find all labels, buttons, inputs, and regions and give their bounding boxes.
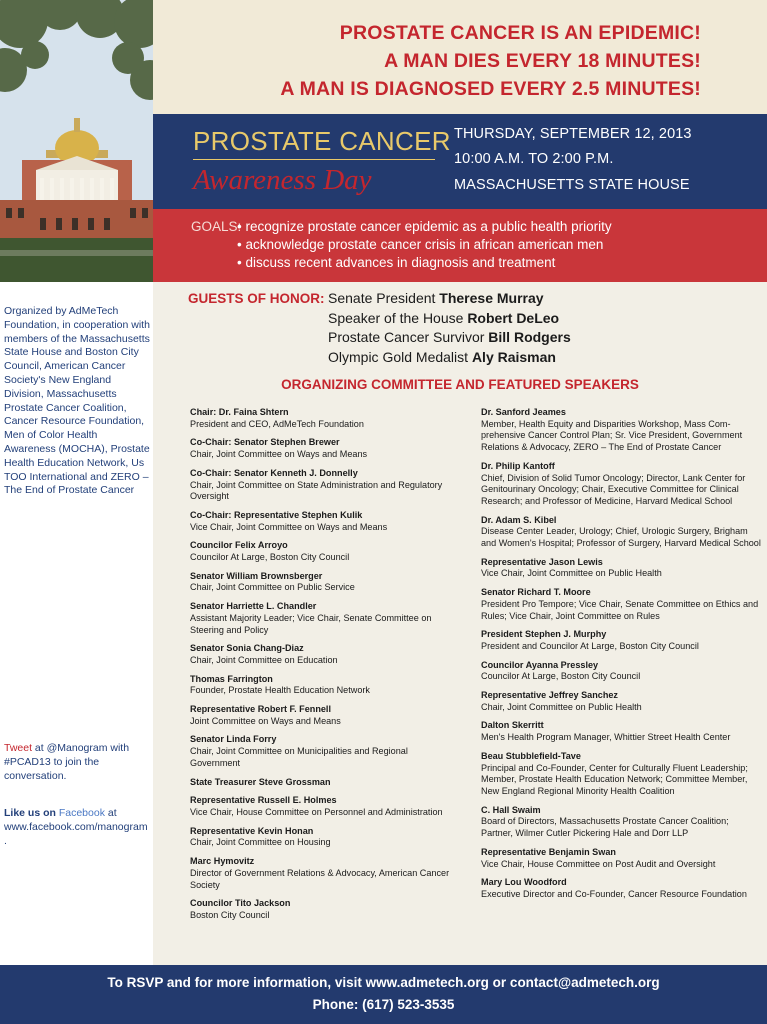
goal-item: • discuss recent advances in diagnosis and treatment xyxy=(237,255,556,270)
title-band xyxy=(153,114,767,209)
member-role: Chair, Joint Committee on Ways and Means xyxy=(190,449,368,460)
member-name: Senator Richard T. Moore xyxy=(481,587,591,598)
facebook-link[interactable]: Facebook xyxy=(58,807,105,819)
member-name: Beau Stubblefield-Tave xyxy=(481,750,581,761)
facebook-url: at www.facebook.com/manogram xyxy=(4,807,148,833)
committee-member xyxy=(481,720,763,743)
member-role: Principal and Co-Founder, Center for Culturally Fluent Leadership; Member, Prostate Health Education Network; Committee Member, New England Regional Minority Health Coalition xyxy=(481,762,748,796)
guest-role: Speaker of the House xyxy=(328,310,468,326)
committee-left-column xyxy=(190,407,452,929)
member-role: Founder, Prostate Health Education Network xyxy=(190,685,370,696)
member-name: Dr. Adam S. Kibel xyxy=(481,514,557,525)
committee-member xyxy=(190,795,452,818)
guest-item xyxy=(328,290,544,306)
event-subtitle: Awareness Day xyxy=(193,164,372,196)
headline-band xyxy=(153,0,767,114)
member-name: Representative Jeffrey Sanchez xyxy=(481,690,618,701)
main-content xyxy=(153,282,767,965)
member-role: Chair, Joint Committee on Housing xyxy=(190,837,331,848)
headline-diagnosed: A MAN IS DIAGNOSED EVERY 2.5 MINUTES! xyxy=(280,78,701,100)
event-location: MASSACHUSETTS STATE HOUSE xyxy=(454,177,690,193)
committee-member xyxy=(481,629,763,652)
guest-item xyxy=(328,310,559,326)
member-role: Men's Health Program Manager, Whittier Street Health Center xyxy=(481,732,731,743)
committee-member xyxy=(190,468,452,503)
guest-name: Bill Rodgers xyxy=(488,329,571,345)
committee-member xyxy=(190,674,452,697)
member-name: Co-Chair: Representative Stephen Kulik xyxy=(190,509,363,520)
member-role: Board of Directors, Massachusetts Prostate Cancer Coalition; Partner, Wilmer Cutler Pickering Hale and Dorr LLP xyxy=(481,816,729,839)
member-role: Vice Chair, House Committee on Personnel and Administration xyxy=(190,806,443,817)
event-time: 10:00 A.M. TO 2:00 P.M. xyxy=(454,151,614,167)
member-role: Chair, Joint Committee on Public Health xyxy=(481,701,642,712)
member-role: Assistant Majority Leader; Vice Chair, Senate Committee on Steering and Policy xyxy=(190,612,432,635)
tweet-note xyxy=(4,742,150,783)
committee-member xyxy=(190,856,452,891)
committee-member xyxy=(481,407,763,454)
member-name: Co-Chair: Senator Kenneth J. Donnelly xyxy=(190,467,358,478)
goals-band xyxy=(153,209,767,282)
facebook-note xyxy=(4,807,150,848)
guest-role: Senate President xyxy=(328,290,440,306)
like-prefix: Like us on xyxy=(4,807,59,819)
committee-member xyxy=(190,643,452,666)
tweet-word: Tweet xyxy=(4,742,33,754)
footer-band xyxy=(0,965,767,1024)
member-role: Boston City Council xyxy=(190,909,270,920)
tweet-text: at @Manogram with #PCAD13 to join the conversation. xyxy=(4,742,130,782)
member-role: Vice Chair, Joint Committee on Public Health xyxy=(481,568,662,579)
guest-name: Therese Murray xyxy=(439,290,544,306)
member-role: President Pro Tempore; Vice Chair, Senate Committee on Ethics and Rules; Vice Chair, Joint Committee on Rules xyxy=(481,598,759,621)
member-role: President and CEO, AdMeTech Foundation xyxy=(190,418,364,429)
member-role: Director of Government Relations & Advocacy, American Cancer Society xyxy=(190,867,450,890)
member-role: Executive Director and Co-Founder, Cancer Resource Foundation xyxy=(481,888,747,899)
member-name: Dr. Philip Kantoff xyxy=(481,460,555,471)
member-name: Mary Lou Woodford xyxy=(481,877,567,888)
member-name: Marc Hymovitz xyxy=(190,856,255,867)
member-name: Senator Harriette L. Chandler xyxy=(190,601,317,612)
member-role: Councilor At Large, Boston City Council xyxy=(190,552,350,563)
member-role: Chair, Joint Committee on Public Service xyxy=(190,582,355,593)
committee-member xyxy=(190,540,452,563)
committee-member xyxy=(481,690,763,713)
member-name: C. Hall Swaim xyxy=(481,804,541,815)
committee-member xyxy=(481,557,763,580)
committee-member xyxy=(481,877,763,900)
guest-item xyxy=(328,349,556,365)
committee-member xyxy=(481,660,763,683)
member-name: Senator William Brownsberger xyxy=(190,570,323,581)
guest-role: Olympic Gold Medalist xyxy=(328,349,472,365)
member-name: President Stephen J. Murphy xyxy=(481,629,607,640)
member-role: Vice Chair, Joint Committee on Ways and Means xyxy=(190,521,388,532)
member-role: Chair, Joint Committee on State Administration and Regulatory Oversight xyxy=(190,479,443,502)
member-role: Joint Committee on Ways and Means xyxy=(190,715,341,726)
committee-member xyxy=(481,515,763,550)
committee-member xyxy=(190,734,452,769)
member-role: Chair, Joint Committee on Municipalities and Regional Government xyxy=(190,746,408,768)
member-name: Representative Benjamin Swan xyxy=(481,846,616,857)
member-role: Vice Chair, House Committee on Post Audit and Oversight xyxy=(481,858,716,869)
goal-item: • recognize prostate cancer epidemic as a public health priority xyxy=(237,219,612,234)
member-name: Dr. Sanford Jeames xyxy=(481,407,566,417)
committee-member xyxy=(190,571,452,594)
committee-member xyxy=(481,751,763,798)
committee-member xyxy=(481,805,763,840)
state-house-illustration xyxy=(0,0,153,282)
title-divider xyxy=(193,159,435,160)
committee-member xyxy=(190,826,452,849)
member-name: Thomas Farrington xyxy=(190,673,273,684)
member-name: Representative Jason Lewis xyxy=(481,556,603,567)
member-name: State Treasurer Steve Grossman xyxy=(190,776,331,787)
goals-label: GOALS: xyxy=(191,219,242,234)
committee-title: ORGANIZING COMMITTEE AND FEATURED SPEAKERS xyxy=(281,377,639,392)
guest-name: Aly Raisman xyxy=(471,349,556,365)
headline-dies: A MAN DIES EVERY 18 MINUTES! xyxy=(384,50,701,72)
member-name: Councilor Tito Jackson xyxy=(190,898,291,909)
organizers-note: Organized by AdMeTech Foundation, in cooperation with members of the Massachusetts State House and Boston City Council, American Cancer Society's New England Division, Massachusetts Prostate Cancer Coalition, Cancer Resource Foundation, Men of Color Health Awareness (MOCHA), Prostate Health Education Network, Us TOO International and ZERO – The End of Prostate Cancer xyxy=(4,305,150,497)
committee-right-column xyxy=(481,407,763,908)
member-name: Dalton Skerritt xyxy=(481,720,544,731)
member-role: President and Councilor At Large, Boston City Council xyxy=(481,640,699,651)
state-house-photo xyxy=(0,0,153,282)
member-name: Representative Kevin Honan xyxy=(190,825,314,836)
committee-member xyxy=(481,587,763,622)
committee-member xyxy=(481,847,763,870)
member-name: Councilor Ayanna Pressley xyxy=(481,659,599,670)
member-name: Representative Russell E. Holmes xyxy=(190,795,337,806)
committee-member xyxy=(190,601,452,636)
committee-member xyxy=(190,510,452,533)
member-name: Chair: Dr. Faina Shtern xyxy=(190,407,289,417)
guest-name: Robert DeLeo xyxy=(467,310,560,326)
phone-info: Phone: (617) 523-3535 xyxy=(312,997,455,1012)
member-name: Co-Chair: Senator Stephen Brewer xyxy=(190,437,340,448)
committee-member xyxy=(481,461,763,508)
member-role: Councilor At Large, Boston City Council xyxy=(481,671,641,682)
committee-member xyxy=(190,407,452,430)
member-name: Senator Sonia Chang-Diaz xyxy=(190,643,304,654)
member-role: Member, Health Equity and Disparities Workshop, Mass Comprehensive Cancer Control Plan; Sr. Vice President, Government Relations & Advocacy, ZERO – The End of Prostate Cancer xyxy=(481,418,743,453)
member-name: Representative Robert F. Fennell xyxy=(190,704,331,715)
member-role: Chair, Joint Committee on Education xyxy=(190,654,338,665)
rsvp-info: To RSVP and for more information, visit www.admetech.org or contact@admetech.org xyxy=(107,975,660,990)
member-role: Chief, Division of Solid Tumor Oncology; Director, Lank Center for Genitourinary Oncology; Chair, Executive Committee for Clinical Research; and Professor of Medicine, Harvard Medical School xyxy=(481,472,746,506)
goal-item: • acknowledge prostate cancer crisis in african american men xyxy=(237,237,604,252)
member-name: Senator Linda Forry xyxy=(190,734,277,745)
committee-member xyxy=(190,898,452,921)
guest-role: Prostate Cancer Survivor xyxy=(328,329,489,345)
committee-member xyxy=(190,704,452,727)
committee-member xyxy=(190,437,452,460)
trailing-dot: . xyxy=(4,834,7,847)
headline-epidemic: PROSTATE CANCER IS AN EPIDEMIC! xyxy=(339,22,701,44)
guest-item xyxy=(328,329,571,345)
event-date: THURSDAY, SEPTEMBER 12, 2013 xyxy=(454,126,692,142)
committee-member xyxy=(190,777,452,789)
member-name: Councilor Felix Arroyo xyxy=(190,540,288,551)
member-role: Disease Center Leader, Urology; Chief, Urologic Surgery, Brigham and Women's Hospital; Professor of Surgery, Harvard Medical School xyxy=(481,526,761,549)
guests-label: GUESTS OF HONOR: xyxy=(188,291,325,306)
event-title: PROSTATE CANCER xyxy=(193,126,451,156)
